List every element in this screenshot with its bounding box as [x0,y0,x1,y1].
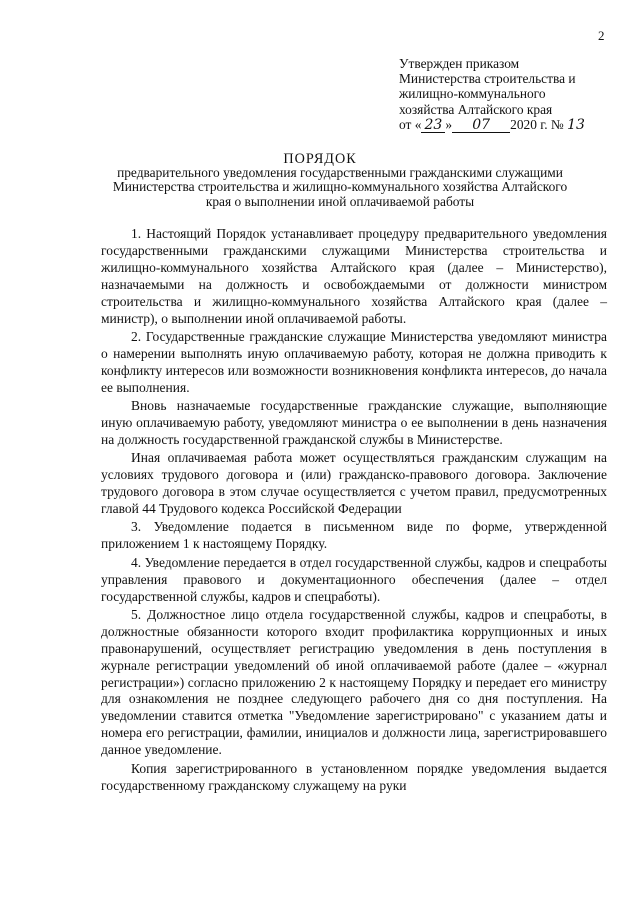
document-body [101,226,607,794]
paragraph: Копия зарегистрированного в установленном порядке уведомления выдается государственному гражданскому служащему на руки [101,760,607,793]
date-year: 2020 г. № [510,116,564,132]
paragraph: Вновь назначаемые государственные гражданские служащие, выполняющие иную оплачиваемую работу, уведомляют министра о ее выполнении в день назначения на должность государственной гражданской службы в Министерстве. [101,398,607,447]
approval-stamp [399,56,629,133]
paragraph: 3. Уведомление подается в письменном виде по форме, утвержденной приложением 1 к настоящему Порядку. [101,519,607,552]
approval-line: хозяйства Алтайского края [399,101,553,117]
month-field [452,118,510,133]
handwritten-month: 07 [472,116,491,133]
document-subtitle: предварительного уведомления государственными гражданскими служащими Министерства строительства и жилищно-коммунального хозяйства Алтайского края о выполнении иной оплачиваемой работы [112,165,568,209]
approval-line: жилищно-коммунального [399,86,546,102]
date-mid: » [445,116,453,132]
paragraph: 5. Должностное лицо отдела государственной службы, кадров и спецработы, в должностные обязанности которого входит профилактика коррупционных и иных правонарушений, осуществляет регистрацию уведомления в день поступления в журнале регистрации уведомлений об иной оплачиваемой работе (далее – «журнал регистрации») согласно приложению 2 к настоящему Порядку и передает его министру для ознакомления не позднее следующего рабочего дня со дня поступления. На уведомлении ставится отметка "Уведомление зарегистрировано" с указанием даты и номера его регистрации, фамилии, инициалов и должности лица, зарегистрировавшего данное уведомление. [101,606,607,758]
approval-line: Утвержден приказом [399,56,520,71]
paragraph: 1. Настоящий Порядок устанавливает процедуру предварительного уведомления государственными гражданскими служащими Министерства строительства и жилищно-коммунального хозяйства Алтайского края (далее – Министерство), назначаемыми на должность и освобождаемыми от должности министром строительства и жилищно-коммунального хозяйства Алтайского края (далее – министр), о выполнении иной оплачиваемой работы. [101,226,607,326]
paragraph: 4. Уведомление передается в отдел государственной службы, кадров и спецработы управления правового и документационного обеспечения (далее – отдел государственной службы, кадров и спецработы). [101,554,607,604]
approval-date-line [399,117,629,133]
document-title: ПОРЯДОК [283,151,357,167]
approval-line: Министерства строительства и [399,71,576,87]
date-prefix: от « [399,116,422,132]
paragraph: 2. Государственные гражданские служащие Министерства уведомляют министра о намерении выполнять иную оплачиваемую работу, которая не должна приводить к конфликту интересов или возможности возникновения конфликта интересов, до начала ее выполнения. [101,328,607,395]
page-number: 2 [598,28,605,43]
day-field [421,118,445,133]
handwritten-day: 23 [424,116,443,133]
paragraph: Иная оплачиваемая работа может осуществляться гражданским служащим на условиях трудового договора и (или) гражданско-правового договора. Заключение трудового договора в этом случае осуществляется с учетом правил, предусмотренных главой 44 Трудового кодекса Российской Федерации [101,450,607,516]
handwritten-number: 13 [567,116,585,133]
